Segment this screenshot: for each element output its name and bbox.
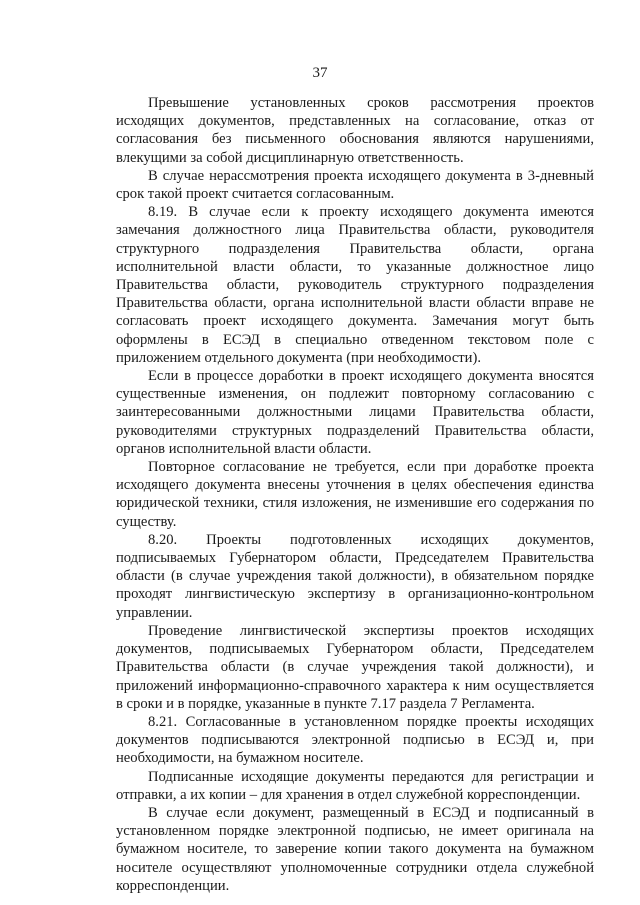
paragraph-violation-of-deadlines: Превышение установленных сроков рассмотрения проектов исходящих документов, представленных на согласование, отказ от согласования без письменного обоснования являются нарушениями, влекущими за собой дисциплинарную ответственность. <box>116 95 594 166</box>
paragraph-tacit-approval: В случае нерассмотрения проекта исходящего документа в 3-дневный срок такой проект считается согласованным. <box>116 167 594 203</box>
paragraph-repeat-approval: Если в процессе доработки в проект исходящего документа вносятся существенные изменения, он подлежит повторному согласованию с заинтересованными должностными лицами Правительства области, руководителями структурных подразделений Правительства области, органов исполнительной власти области. <box>116 368 594 457</box>
paragraph-copy-certification: В случае если документ, размещенный в ЕСЭД и подписанный в установленном порядке электронной подписью, не имеет оригинала на бумажном носителе, то заверение копии такого документа на бумажном носителе осуществляют уполномоченные сотрудники отдела служебной корреспонденции. <box>116 804 594 894</box>
document-body <box>116 94 594 895</box>
paragraph-expertise-procedure: Проведение лингвистической экспертизы проектов исходящих документов, подписываемых Губернатором области, Председателем Правительства области (в случае учреждения такой должности), и приложений информационно-справочного характера к ним осуществляется в сроки и в порядке, указанные в пункте 7.17 раздела 7 Регламента. <box>116 622 594 712</box>
paragraph-registration: Подписанные исходящие документы передаются для регистрации и отправки, а их копии – для хранения в отдел служебной корреспонденции. <box>116 768 594 803</box>
paragraph-8-21-signing: 8.21. Согласованные в установленном порядке проекты исходящих документов подписываются электронной подписью в ЕСЭД и, при необходимости, на бумажном носителе. <box>116 713 594 767</box>
page-number: 37 <box>312 65 328 81</box>
paragraph-no-repeat-approval: Повторное согласование не требуется, если при доработке проекта исходящего документа внесены уточнения в целях обеспечения единства юридической техники, стиля изложения, не изменившие его содержания по существу. <box>116 459 594 530</box>
paragraph-8-19-remarks: 8.19. В случае если к проекту исходящего документа имеются замечания должностного лица Правительства области, руководителя структурного подразделения Правительства области, органа исполнительной власти области, то указанные должностное лицо Правительства области, руководитель структурного подразделения Правительства области, органа исполнительной власти области вправе не согласовать проект исходящего документа. Замечания могут быть оформлены в ЕСЭД в специально отведенном текстовом поле с приложением отдельного документа (при необходимости). <box>116 204 594 366</box>
paragraph-8-20-linguistic-expertise: 8.20. Проекты подготовленных исходящих документов, подписываемых Губернатором области, Председателем Правительства области (в случае учреждения такой должности), в обязательном порядке проходят лингвистическую экспертизу в организационно-контрольном управлении. <box>116 531 594 621</box>
